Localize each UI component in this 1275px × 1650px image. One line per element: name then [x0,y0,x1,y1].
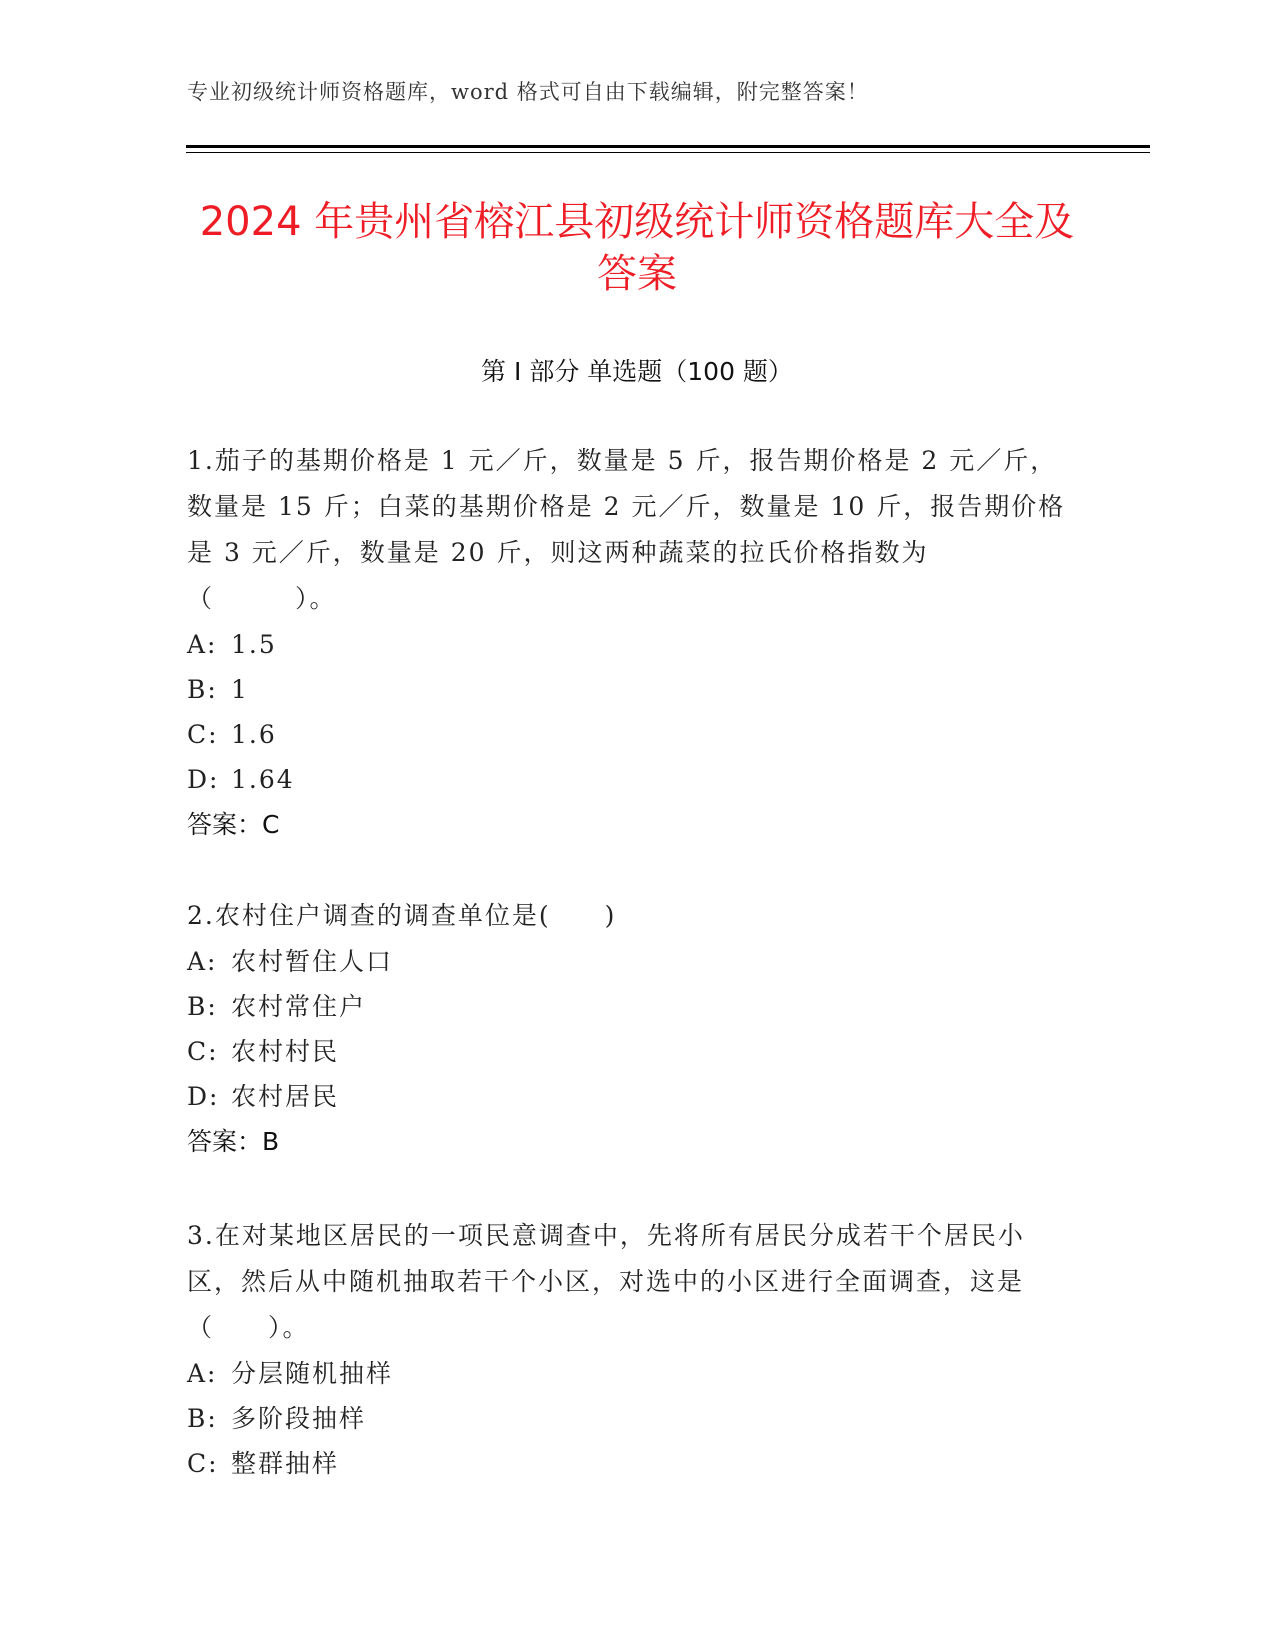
option-key: B: [187,1404,218,1433]
option-key: C: [187,1037,219,1066]
question-1-answer: 答案：C [187,810,280,839]
question-3 [187,1213,1067,1486]
option-text: 1.64 [231,765,295,794]
question-3-option-c [187,1441,1067,1486]
question-3-option-a [187,1351,1067,1396]
page-header: 专业初级统计师资格题库，word 格式可自由下载编辑，附完整答案！ [187,80,869,104]
option-key: A: [187,1359,218,1388]
document-title: 2024 年贵州省榕江县初级统计师资格题库大全及答案 [199,199,1075,297]
option-key: D: [187,1082,220,1111]
option-text: 1.6 [231,720,277,749]
question-3-text: 3.在对某地区居民的一项民意调查中，先将所有居民分成若干个居民小区，然后从中随机抽取若干个小区，对选中的小区进行全面调查，这是（ ）。 [187,1221,1025,1342]
question-1 [187,438,1067,848]
option-text: 整群抽样 [231,1449,340,1478]
section-title: 第 I 部分 单选题（100 题） [481,357,793,386]
option-key: C: [187,1449,219,1478]
option-key: B: [187,675,218,704]
option-text: 1.5 [231,630,277,659]
question-2-text: 2.农村住户调查的调查单位是( ) [187,901,617,930]
option-text: 农村常住户 [231,992,367,1021]
question-1-option-c [187,712,1067,757]
option-key: C: [187,720,219,749]
option-text: 农村暂住人口 [231,947,394,976]
option-key: B: [187,992,218,1021]
question-1-option-d [187,757,1067,802]
header-rule-thick [186,145,1150,148]
option-text: 分层随机抽样 [231,1359,394,1388]
option-text: 多阶段抽样 [231,1404,367,1433]
option-key: A: [187,947,218,976]
option-text: 1 [231,675,249,704]
option-key: D: [187,765,220,794]
option-text: 农村村民 [231,1037,340,1066]
option-text: 农村居民 [231,1082,340,1111]
question-2-answer: 答案：B [187,1127,280,1156]
question-1-option-b [187,667,1067,712]
question-2-option-c [187,1029,1067,1074]
question-1-option-a [187,622,1067,667]
question-2 [187,893,1067,1165]
question-2-option-b [187,984,1067,1029]
question-2-option-d [187,1074,1067,1119]
option-key: A: [187,630,218,659]
header-rule-thin [186,152,1150,153]
question-3-option-b [187,1396,1067,1441]
question-1-text: 1.茄子的基期价格是 1 元／斤，数量是 5 斤，报告期价格是 2 元／斤，数量是 15 斤；白菜的基期价格是 2 元／斤，数量是 10 斤，报告期价格是 3 元／斤，数量是 20 斤，则这两种蔬菜的拉氏价格指数为（ ）。 [187,446,1066,613]
question-2-option-a [187,939,1067,984]
